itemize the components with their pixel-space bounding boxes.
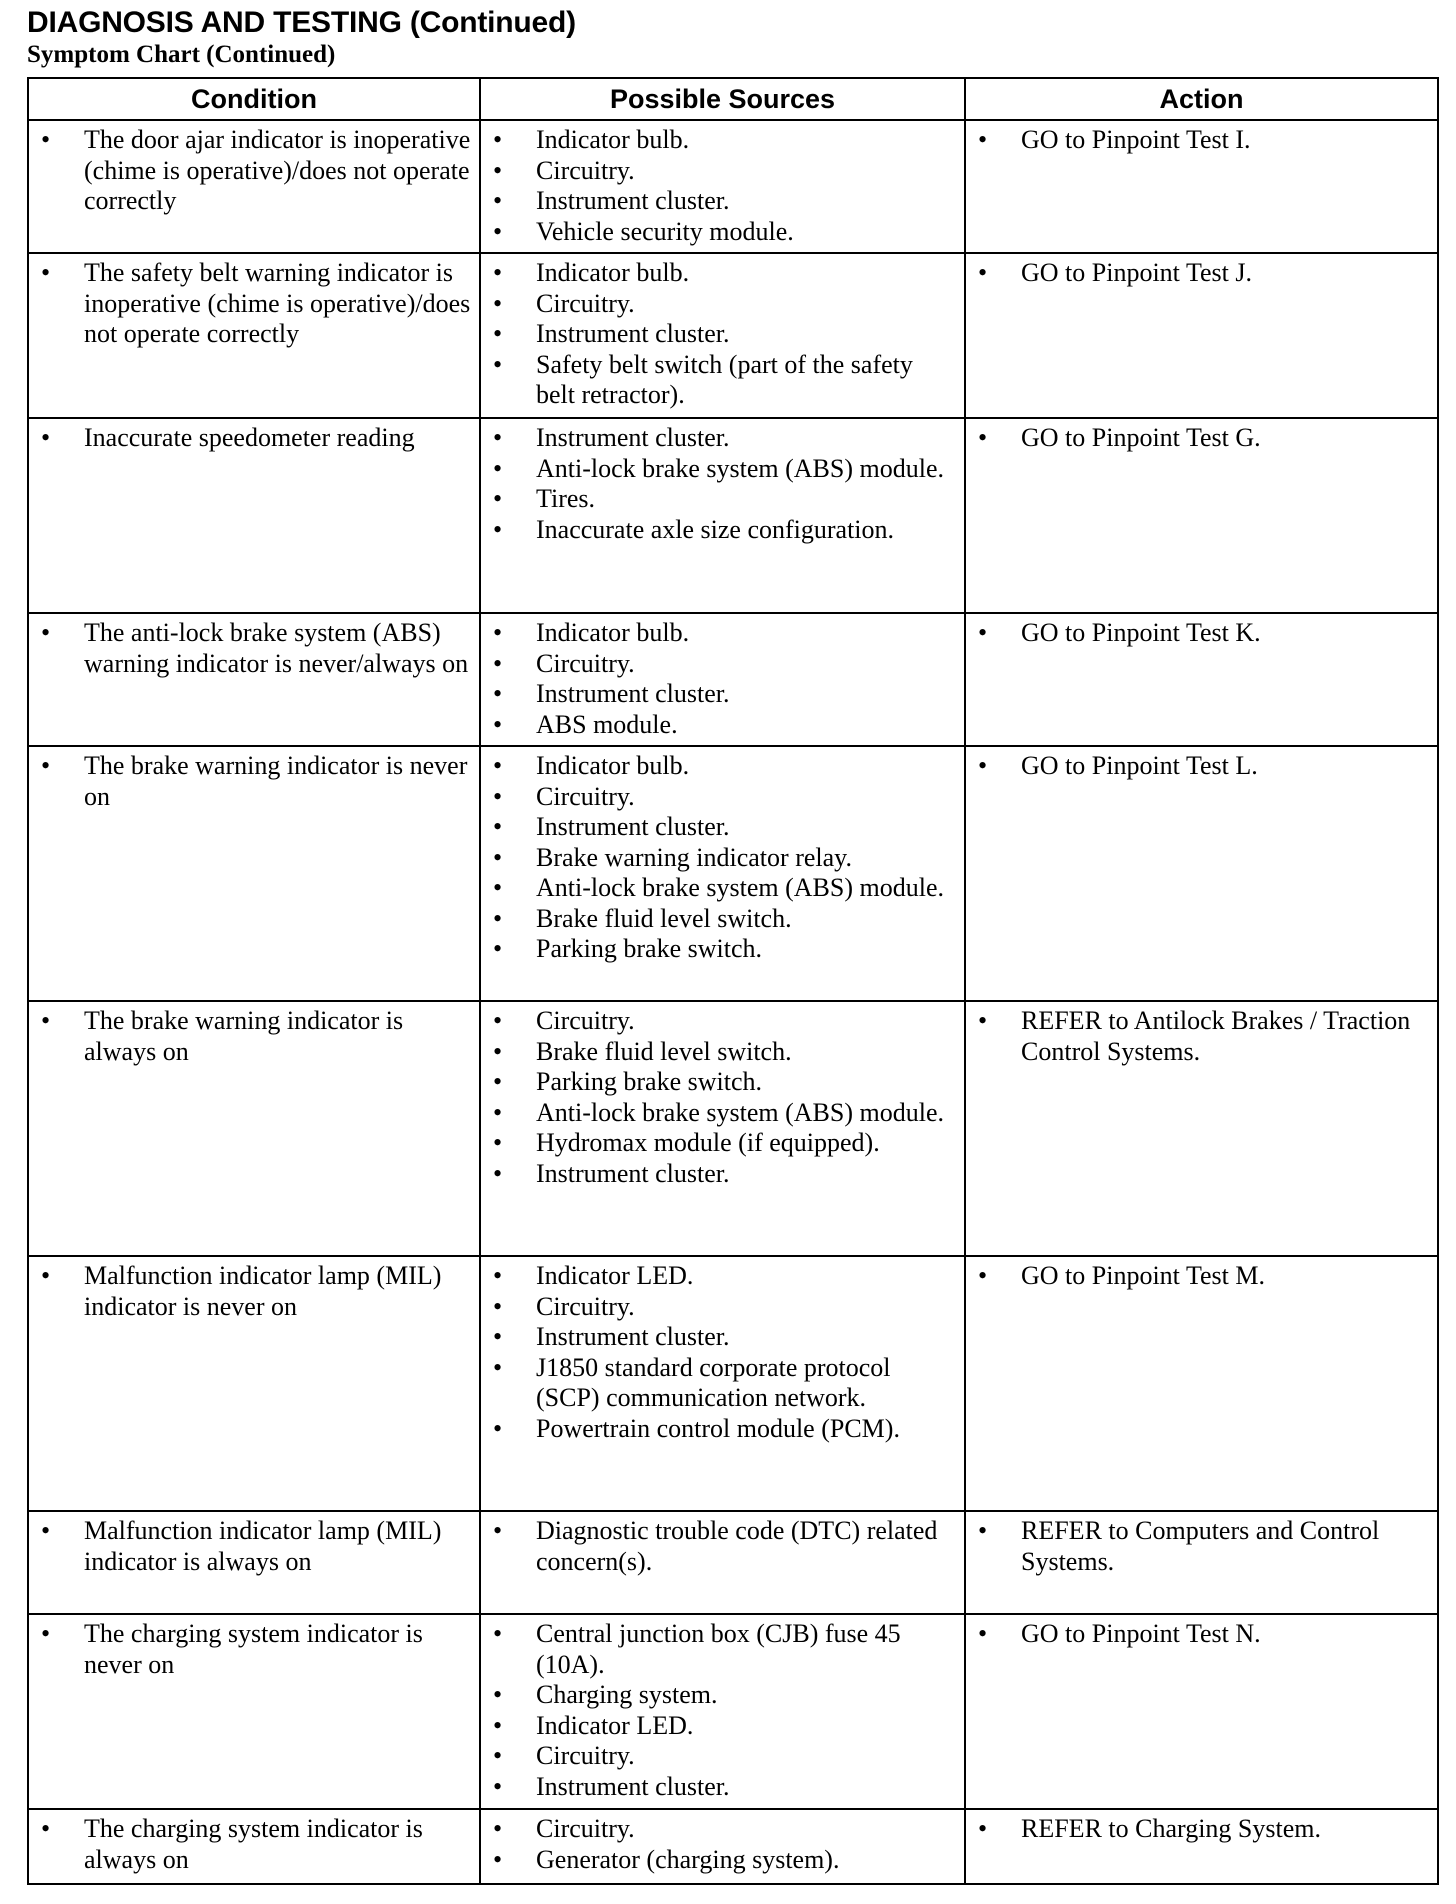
list-item bbox=[481, 904, 958, 935]
action-cell bbox=[965, 1809, 1438, 1884]
condition-cell bbox=[28, 418, 480, 613]
bullet-icon: • bbox=[493, 1036, 503, 1066]
list-item-text: Instrument cluster. bbox=[536, 679, 730, 708]
bullet-icon: • bbox=[493, 679, 503, 708]
bullet-list bbox=[966, 1619, 1431, 1650]
bullet-icon: • bbox=[493, 842, 503, 872]
list-item-text: Malfunction indicator lamp (MIL) indicator is always on bbox=[84, 1516, 442, 1576]
action-cell bbox=[965, 746, 1438, 1001]
list-item bbox=[481, 258, 958, 289]
bullet-list bbox=[481, 423, 958, 545]
list-item-text: GO to Pinpoint Test J. bbox=[1021, 258, 1253, 287]
list-item-text: Parking brake switch. bbox=[536, 1067, 763, 1096]
list-item-text: Instrument cluster. bbox=[536, 1158, 730, 1188]
action-cell bbox=[965, 1001, 1438, 1256]
possible-sources-cell bbox=[480, 253, 965, 418]
list-item-text: GO to Pinpoint Test N. bbox=[1021, 1619, 1261, 1648]
table-body bbox=[28, 120, 1438, 1884]
condition-cell bbox=[28, 120, 480, 253]
document-page bbox=[27, 6, 1437, 1885]
bullet-icon: • bbox=[41, 1261, 51, 1290]
bullet-icon: • bbox=[493, 1006, 503, 1035]
list-item bbox=[966, 1619, 1431, 1650]
bullet-list bbox=[966, 125, 1431, 156]
bullet-list bbox=[481, 1619, 958, 1802]
bullet-icon: • bbox=[978, 1619, 988, 1648]
bullet-list bbox=[966, 751, 1431, 782]
bullet-list bbox=[29, 1006, 473, 1067]
possible-sources-cell bbox=[480, 746, 965, 1001]
list-item bbox=[29, 1516, 473, 1577]
possible-sources-cell bbox=[480, 1001, 965, 1256]
list-item-text: Malfunction indicator lamp (MIL) indicator is never on bbox=[84, 1261, 442, 1321]
bullet-icon: • bbox=[493, 453, 503, 483]
bullet-icon: • bbox=[493, 1844, 503, 1874]
list-item-text: Tires. bbox=[536, 484, 596, 513]
list-item-text: Circuitry. bbox=[536, 288, 635, 318]
bullet-icon: • bbox=[493, 1291, 503, 1321]
list-item-text: Circuitry. bbox=[536, 648, 635, 678]
bullet-icon: • bbox=[493, 155, 503, 185]
condition-cell bbox=[28, 1614, 480, 1809]
bullet-list bbox=[481, 1261, 958, 1444]
list-item bbox=[481, 710, 958, 741]
list-item bbox=[481, 1292, 958, 1323]
list-item bbox=[481, 649, 958, 680]
bullet-list bbox=[29, 423, 473, 454]
list-item bbox=[481, 454, 958, 485]
bullet-icon: • bbox=[493, 1322, 503, 1351]
list-item bbox=[481, 515, 958, 546]
list-item bbox=[29, 258, 473, 350]
list-item bbox=[481, 1322, 958, 1353]
bullet-icon: • bbox=[978, 423, 988, 452]
table-row bbox=[28, 1809, 1438, 1884]
bullet-icon: • bbox=[493, 1710, 503, 1740]
list-item-text: Vehicle security module. bbox=[536, 216, 794, 246]
possible-sources-cell bbox=[480, 1614, 965, 1809]
table-row bbox=[28, 253, 1438, 418]
list-item bbox=[481, 217, 958, 248]
list-item-text: Instrument cluster. bbox=[536, 423, 730, 452]
list-item bbox=[481, 1516, 958, 1577]
list-item bbox=[481, 1814, 958, 1845]
list-item bbox=[481, 1772, 958, 1803]
list-item bbox=[481, 1037, 958, 1068]
list-item bbox=[481, 1067, 958, 1098]
bullet-list bbox=[29, 258, 473, 350]
list-item-text: Indicator LED. bbox=[536, 1710, 694, 1740]
list-item bbox=[966, 1261, 1431, 1292]
bullet-icon: • bbox=[978, 1006, 988, 1035]
condition-cell bbox=[28, 1001, 480, 1256]
list-item bbox=[481, 1414, 958, 1445]
list-item bbox=[481, 1128, 958, 1159]
list-item-text: The anti-lock brake system (ABS) warning indicator is never/always on bbox=[84, 618, 469, 678]
bullet-icon: • bbox=[41, 618, 51, 647]
bullet-list bbox=[29, 1619, 473, 1680]
bullet-list bbox=[966, 618, 1431, 649]
bullet-icon: • bbox=[493, 288, 503, 318]
table-row bbox=[28, 418, 1438, 613]
bullet-list bbox=[481, 1006, 958, 1189]
action-cell bbox=[965, 1614, 1438, 1809]
list-item-text: ABS module. bbox=[536, 709, 678, 739]
list-item-text: REFER to Computers and Control Systems. bbox=[1021, 1516, 1380, 1576]
list-item bbox=[29, 1261, 473, 1322]
list-item bbox=[481, 1680, 958, 1711]
bullet-list bbox=[29, 125, 473, 217]
list-item-text: The charging system indicator is never on bbox=[84, 1619, 423, 1679]
possible-sources-cell bbox=[480, 1809, 965, 1884]
bullet-icon: • bbox=[41, 258, 51, 287]
list-item-text: Circuitry. bbox=[536, 1291, 635, 1321]
action-cell bbox=[965, 120, 1438, 253]
list-item-text: GO to Pinpoint Test L. bbox=[1021, 751, 1258, 780]
list-item bbox=[29, 1619, 473, 1680]
list-item-text: GO to Pinpoint Test K. bbox=[1021, 618, 1261, 647]
list-item-text: Instrument cluster. bbox=[536, 1771, 730, 1801]
list-item-text: The door ajar indicator is inoperative (chime is operative)/does not operate correctly bbox=[84, 125, 471, 215]
bullet-list bbox=[29, 1516, 473, 1577]
list-item-text: Generator (charging system). bbox=[536, 1844, 840, 1874]
column-header-action: Action bbox=[965, 78, 1438, 120]
list-item bbox=[481, 1006, 958, 1037]
column-header-condition: Condition bbox=[28, 78, 480, 120]
list-item bbox=[481, 156, 958, 187]
bullet-icon: • bbox=[493, 648, 503, 678]
list-item-text: Parking brake switch. bbox=[536, 934, 763, 963]
condition-cell bbox=[28, 1809, 480, 1884]
bullet-icon: • bbox=[493, 514, 503, 544]
list-item bbox=[481, 1845, 958, 1876]
list-item bbox=[481, 1353, 958, 1414]
bullet-icon: • bbox=[493, 1814, 503, 1843]
list-item bbox=[481, 812, 958, 843]
list-item-text: Charging system. bbox=[536, 1680, 718, 1709]
possible-sources-cell bbox=[480, 418, 965, 613]
table-row bbox=[28, 746, 1438, 1001]
condition-cell bbox=[28, 746, 480, 1001]
list-item bbox=[966, 1006, 1431, 1067]
list-item-text: Powertrain control module (PCM). bbox=[536, 1413, 900, 1443]
bullet-icon: • bbox=[41, 1516, 51, 1545]
bullet-icon: • bbox=[493, 1619, 503, 1648]
bullet-icon: • bbox=[493, 934, 503, 963]
bullet-list bbox=[481, 618, 958, 740]
list-item-text: Indicator bulb. bbox=[536, 618, 690, 647]
condition-cell bbox=[28, 253, 480, 418]
list-item-text: Indicator bulb. bbox=[536, 751, 690, 780]
list-item bbox=[29, 1814, 473, 1875]
bullet-list bbox=[481, 1814, 958, 1875]
list-item bbox=[481, 1741, 958, 1772]
list-item-text: Instrument cluster. bbox=[536, 812, 730, 841]
bullet-icon: • bbox=[493, 484, 503, 513]
bullet-list bbox=[966, 1006, 1431, 1067]
list-item bbox=[481, 423, 958, 454]
list-item-text: Hydromax module (if equipped). bbox=[536, 1128, 880, 1157]
bullet-icon: • bbox=[493, 186, 503, 215]
bullet-list bbox=[966, 258, 1431, 289]
list-item-text: Anti-lock brake system (ABS) module. bbox=[536, 873, 944, 902]
list-item bbox=[29, 1006, 473, 1067]
list-item-text: GO to Pinpoint Test M. bbox=[1021, 1261, 1266, 1290]
list-item-text: GO to Pinpoint Test G. bbox=[1021, 423, 1261, 452]
action-cell bbox=[965, 613, 1438, 746]
action-cell bbox=[965, 253, 1438, 418]
list-item-text: Central junction box (CJB) fuse 45 (10A). bbox=[536, 1619, 901, 1679]
list-item bbox=[481, 843, 958, 874]
list-item-text: REFER to Charging System. bbox=[1021, 1814, 1321, 1843]
list-item bbox=[481, 1098, 958, 1129]
list-item-text: Safety belt switch (part of the safety belt retractor). bbox=[536, 349, 913, 409]
list-item-text: Circuitry. bbox=[536, 781, 635, 811]
bullet-icon: • bbox=[41, 1619, 51, 1648]
bullet-icon: • bbox=[41, 751, 51, 780]
bullet-list bbox=[29, 1814, 473, 1875]
table-row bbox=[28, 1256, 1438, 1511]
table-row bbox=[28, 1001, 1438, 1256]
list-item-text: Inaccurate axle size configuration. bbox=[536, 514, 895, 544]
bullet-icon: • bbox=[978, 125, 988, 154]
bullet-list bbox=[29, 751, 473, 812]
list-item-text: Instrument cluster. bbox=[536, 319, 730, 348]
bullet-list bbox=[481, 125, 958, 247]
list-item-text: Circuitry. bbox=[536, 1006, 635, 1035]
bullet-icon: • bbox=[493, 349, 503, 379]
list-item-text: Instrument cluster. bbox=[536, 186, 730, 215]
list-item bbox=[481, 1261, 958, 1292]
list-item bbox=[481, 1711, 958, 1742]
list-item bbox=[481, 319, 958, 350]
list-item-text: J1850 standard corporate protocol (SCP) communication network. bbox=[536, 1352, 891, 1412]
table-header-row bbox=[28, 78, 1438, 120]
list-item bbox=[481, 186, 958, 217]
bullet-icon: • bbox=[493, 319, 503, 348]
bullet-list bbox=[481, 258, 958, 411]
list-item-text: The charging system indicator is always on bbox=[84, 1814, 423, 1874]
bullet-icon: • bbox=[493, 1680, 503, 1709]
list-item bbox=[966, 423, 1431, 454]
bullet-icon: • bbox=[493, 781, 503, 811]
bullet-icon: • bbox=[493, 1771, 503, 1801]
list-item bbox=[29, 423, 473, 454]
list-item bbox=[481, 289, 958, 320]
bullet-icon: • bbox=[493, 873, 503, 902]
bullet-icon: • bbox=[978, 618, 988, 647]
bullet-icon: • bbox=[41, 125, 51, 154]
list-item bbox=[481, 484, 958, 515]
list-item-text: Brake fluid level switch. bbox=[536, 903, 792, 933]
list-item-text: The brake warning indicator is always on bbox=[84, 1006, 404, 1066]
action-cell bbox=[965, 1511, 1438, 1614]
page-subtitle: Symptom Chart (Continued) bbox=[27, 41, 336, 68]
list-item bbox=[966, 618, 1431, 649]
table-row bbox=[28, 120, 1438, 253]
bullet-icon: • bbox=[41, 1006, 51, 1035]
bullet-icon: • bbox=[41, 423, 51, 452]
bullet-list bbox=[966, 1814, 1431, 1845]
list-item bbox=[966, 1516, 1431, 1577]
possible-sources-cell bbox=[480, 1256, 965, 1511]
list-item-text: Brake warning indicator relay. bbox=[536, 842, 852, 872]
bullet-list bbox=[29, 1261, 473, 1322]
list-item bbox=[481, 679, 958, 710]
bullet-icon: • bbox=[493, 423, 503, 452]
list-item bbox=[481, 782, 958, 813]
list-item-text: Brake fluid level switch. bbox=[536, 1036, 792, 1066]
bullet-icon: • bbox=[978, 1261, 988, 1290]
bullet-icon: • bbox=[493, 125, 503, 154]
bullet-icon: • bbox=[493, 751, 503, 780]
bullet-icon: • bbox=[978, 751, 988, 780]
bullet-icon: • bbox=[493, 812, 503, 841]
list-item-text: Anti-lock brake system (ABS) module. bbox=[536, 1097, 944, 1127]
page-title: DIAGNOSIS AND TESTING (Continued) bbox=[27, 6, 576, 39]
bullet-list bbox=[29, 618, 473, 679]
list-item bbox=[966, 1814, 1431, 1845]
column-header-possible-sources: Possible Sources bbox=[480, 78, 965, 120]
list-item-text: Circuitry. bbox=[536, 1741, 635, 1770]
list-item bbox=[966, 751, 1431, 782]
list-item bbox=[29, 751, 473, 812]
list-item-text: REFER to Antilock Brakes / Traction Control Systems. bbox=[1021, 1006, 1411, 1066]
table-row bbox=[28, 1614, 1438, 1809]
list-item bbox=[481, 125, 958, 156]
list-item-text: Indicator bulb. bbox=[536, 125, 690, 154]
possible-sources-cell bbox=[480, 120, 965, 253]
list-item bbox=[481, 350, 958, 411]
list-item bbox=[966, 125, 1431, 156]
list-item-text: Circuitry. bbox=[536, 155, 635, 185]
list-item bbox=[481, 751, 958, 782]
bullet-icon: • bbox=[978, 258, 988, 287]
list-item-text: Indicator bulb. bbox=[536, 258, 690, 287]
condition-cell bbox=[28, 613, 480, 746]
list-item-text: The safety belt warning indicator is inoperative (chime is operative)/does not operate correctly bbox=[84, 258, 471, 348]
bullet-icon: • bbox=[978, 1516, 988, 1545]
possible-sources-cell bbox=[480, 1511, 965, 1614]
list-item-text: Circuitry. bbox=[536, 1814, 635, 1843]
list-item-text: Diagnostic trouble code (DTC) related concern(s). bbox=[536, 1516, 938, 1576]
bullet-icon: • bbox=[978, 1814, 988, 1843]
list-item bbox=[481, 618, 958, 649]
bullet-icon: • bbox=[493, 709, 503, 739]
table-row bbox=[28, 1511, 1438, 1614]
list-item-text: Inaccurate speedometer reading bbox=[84, 423, 415, 452]
list-item-text: The brake warning indicator is never on bbox=[84, 751, 468, 811]
bullet-list bbox=[966, 1516, 1431, 1577]
bullet-icon: • bbox=[41, 1814, 51, 1843]
list-item-text: Anti-lock brake system (ABS) module. bbox=[536, 453, 944, 483]
list-item bbox=[29, 618, 473, 679]
action-cell bbox=[965, 1256, 1438, 1511]
bullet-icon: • bbox=[493, 1741, 503, 1770]
bullet-icon: • bbox=[493, 258, 503, 287]
bullet-icon: • bbox=[493, 1413, 503, 1443]
bullet-icon: • bbox=[493, 1516, 503, 1545]
list-item bbox=[481, 1619, 958, 1680]
bullet-icon: • bbox=[493, 1261, 503, 1290]
action-cell bbox=[965, 418, 1438, 613]
bullet-list bbox=[966, 423, 1431, 454]
bullet-icon: • bbox=[493, 903, 503, 933]
condition-cell bbox=[28, 1511, 480, 1614]
table-row bbox=[28, 613, 1438, 746]
list-item-text: Instrument cluster. bbox=[536, 1322, 730, 1351]
list-item bbox=[966, 258, 1431, 289]
list-item bbox=[29, 125, 473, 217]
list-item bbox=[481, 1159, 958, 1190]
bullet-list bbox=[481, 1516, 958, 1577]
bullet-icon: • bbox=[493, 1067, 503, 1096]
list-item bbox=[481, 934, 958, 965]
bullet-icon: • bbox=[493, 1128, 503, 1157]
bullet-icon: • bbox=[493, 1352, 503, 1382]
list-item bbox=[481, 873, 958, 904]
list-item-text: Indicator LED. bbox=[536, 1261, 694, 1290]
symptom-chart-table bbox=[27, 77, 1439, 1885]
bullet-list bbox=[481, 751, 958, 965]
possible-sources-cell bbox=[480, 613, 965, 746]
bullet-icon: • bbox=[493, 618, 503, 647]
bullet-icon: • bbox=[493, 1097, 503, 1127]
condition-cell bbox=[28, 1256, 480, 1511]
bullet-list bbox=[966, 1261, 1431, 1292]
bullet-icon: • bbox=[493, 1158, 503, 1188]
list-item-text: GO to Pinpoint Test I. bbox=[1021, 125, 1251, 154]
bullet-icon: • bbox=[493, 216, 503, 246]
